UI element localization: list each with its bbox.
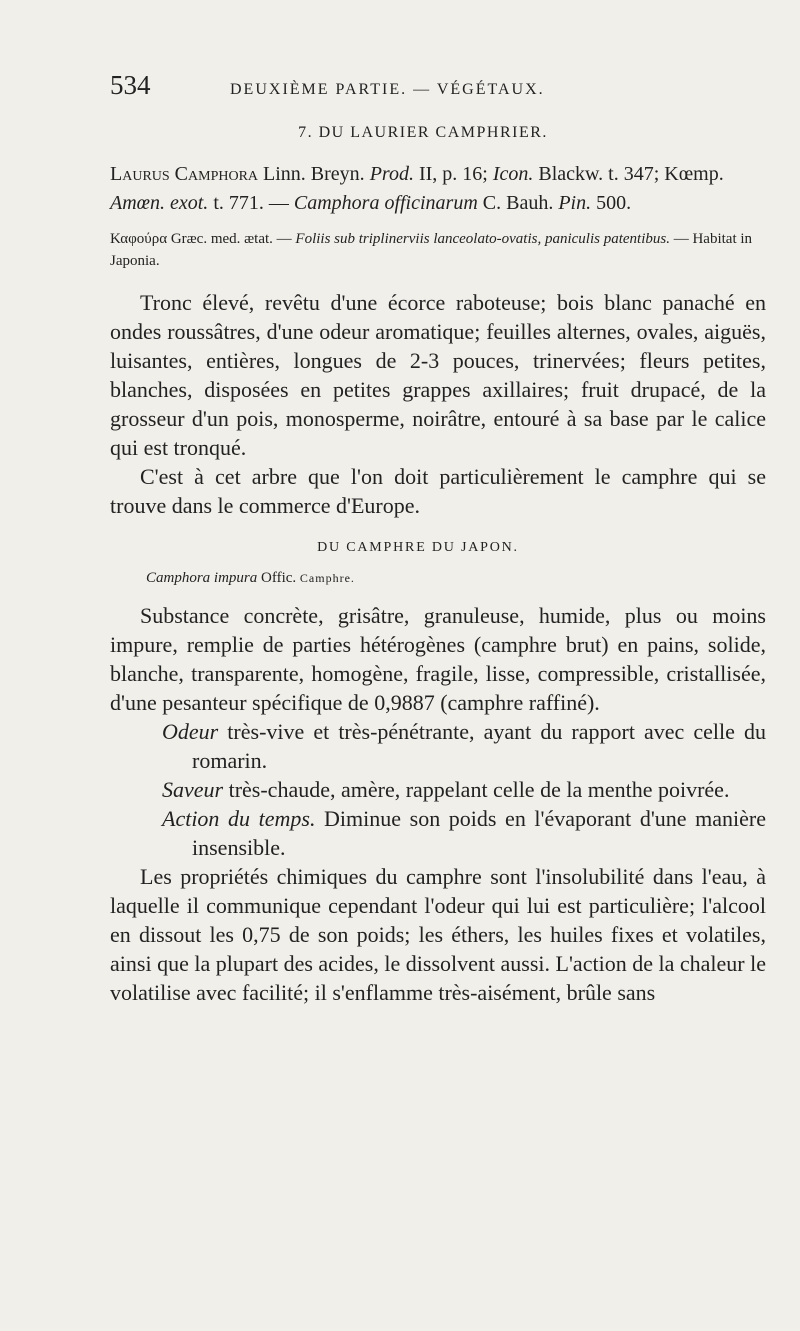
synonym-name: Camphora officinarum [293,192,478,214]
synonymy-ref: Pin. [558,192,592,214]
synonymy-ref: C. Bauh. [477,192,559,214]
property-text: Diminue son poids en l'évaporant d'une manière insensible. [192,806,766,860]
property-odeur [110,717,766,775]
greek-diagnosis [110,228,766,272]
section-title: 7. DU LAURIER CAMPHRIER. [298,124,548,141]
synonymy-ref: II, p. 16; [413,163,493,185]
synonymy-ref: Blackw. t. 347; Kœmp. [533,163,724,185]
property-label: Odeur [162,719,219,744]
page-header [110,70,766,106]
offic-ref: Offic. [257,570,300,586]
latin-name: Camphora impura [146,570,258,586]
paragraph-chemistry: Les propriétés chimiques du camphre sont l'insolubilité dans l'eau, à laquelle il communique cependant l'odeur qui lui est particulière; l'alcool en dissout les 0,75 de son poids; les éthers, les huiles fixes et volatiles, ainsi que la plupart des acides, le dissolvent aussi. L'action de la chaleur le volatilise avec facilité; il s'enflamme très-aisément, brûle sans [110,864,766,1005]
synonymy-ref: Icon. [492,163,534,185]
property-label: Saveur [162,777,224,802]
latin-diagnosis: Foliis sub triplinerviis lanceolato-ovatis, paniculis patentibus. [295,231,670,247]
subsection-reference [110,570,766,587]
paragraph-substance: Substance concrète, grisâtre, granuleuse, humide, plus ou moins impure, remplie de parties hétérogènes (camphre brut) en pains, solide, blanche, transparente, homogène, fragile, lisse, compressible, cristallisée, d'une pesanteur spécifique de 0,9887 (camphre raffiné). [110,603,766,715]
page-number: 534 [110,70,151,100]
property-text: très-vive et très-pénétrante, ayant du rapport avec celle du romarin. [192,719,766,773]
property-action [110,804,766,862]
habitat: — Habitat in Japonia. [110,231,753,269]
property-saveur [110,775,766,804]
synonymy-ref: Amœn. exot. [110,192,209,214]
greek-ref: Græc. med. ætat. — [167,231,296,247]
paragraph-origin: C'est à cet arbre que l'on doit particulièrement le camphre qui se trouve dans le commerce d'Europe. [110,464,766,518]
paragraph-description: Tronc élevé, revêtu d'une écorce raboteuse; bois blanc panaché en ondes roussâtres, d'une odeur aromatique; feuilles alternes, ovales, aiguës, luisantes, entières, longues de 2-3 pouces, trinervées; fleurs petites, blanches, disposées en petites grappes axillaires; fruit drupacé, de la grosseur d'un pois, monosperme, noirâtre, entouré à sa base par le calice qui est tronqué. [110,290,766,460]
common-name: Camphre. [299,571,355,585]
greek-term: Καφούρα [110,231,168,247]
synonymy-ref: 500. [591,192,632,214]
subsection-title: DU CAMPHRE DU JAPON. [317,540,519,555]
property-text: très-chaude, amère, rappelant celle de la menthe poivrée. [223,777,730,802]
genus-name: Laurus Camphora [110,163,259,185]
property-label: Action du temps. [162,806,316,831]
synonymy-ref: t. 771. — [208,192,294,214]
synonymy-ref: Prod. [369,163,414,185]
running-head: DEUXIÈME PARTIE. — VÉGÉTAUX. [230,81,545,98]
synonymy-ref: Linn. Breyn. [258,163,370,185]
synonymy-block [110,160,766,218]
